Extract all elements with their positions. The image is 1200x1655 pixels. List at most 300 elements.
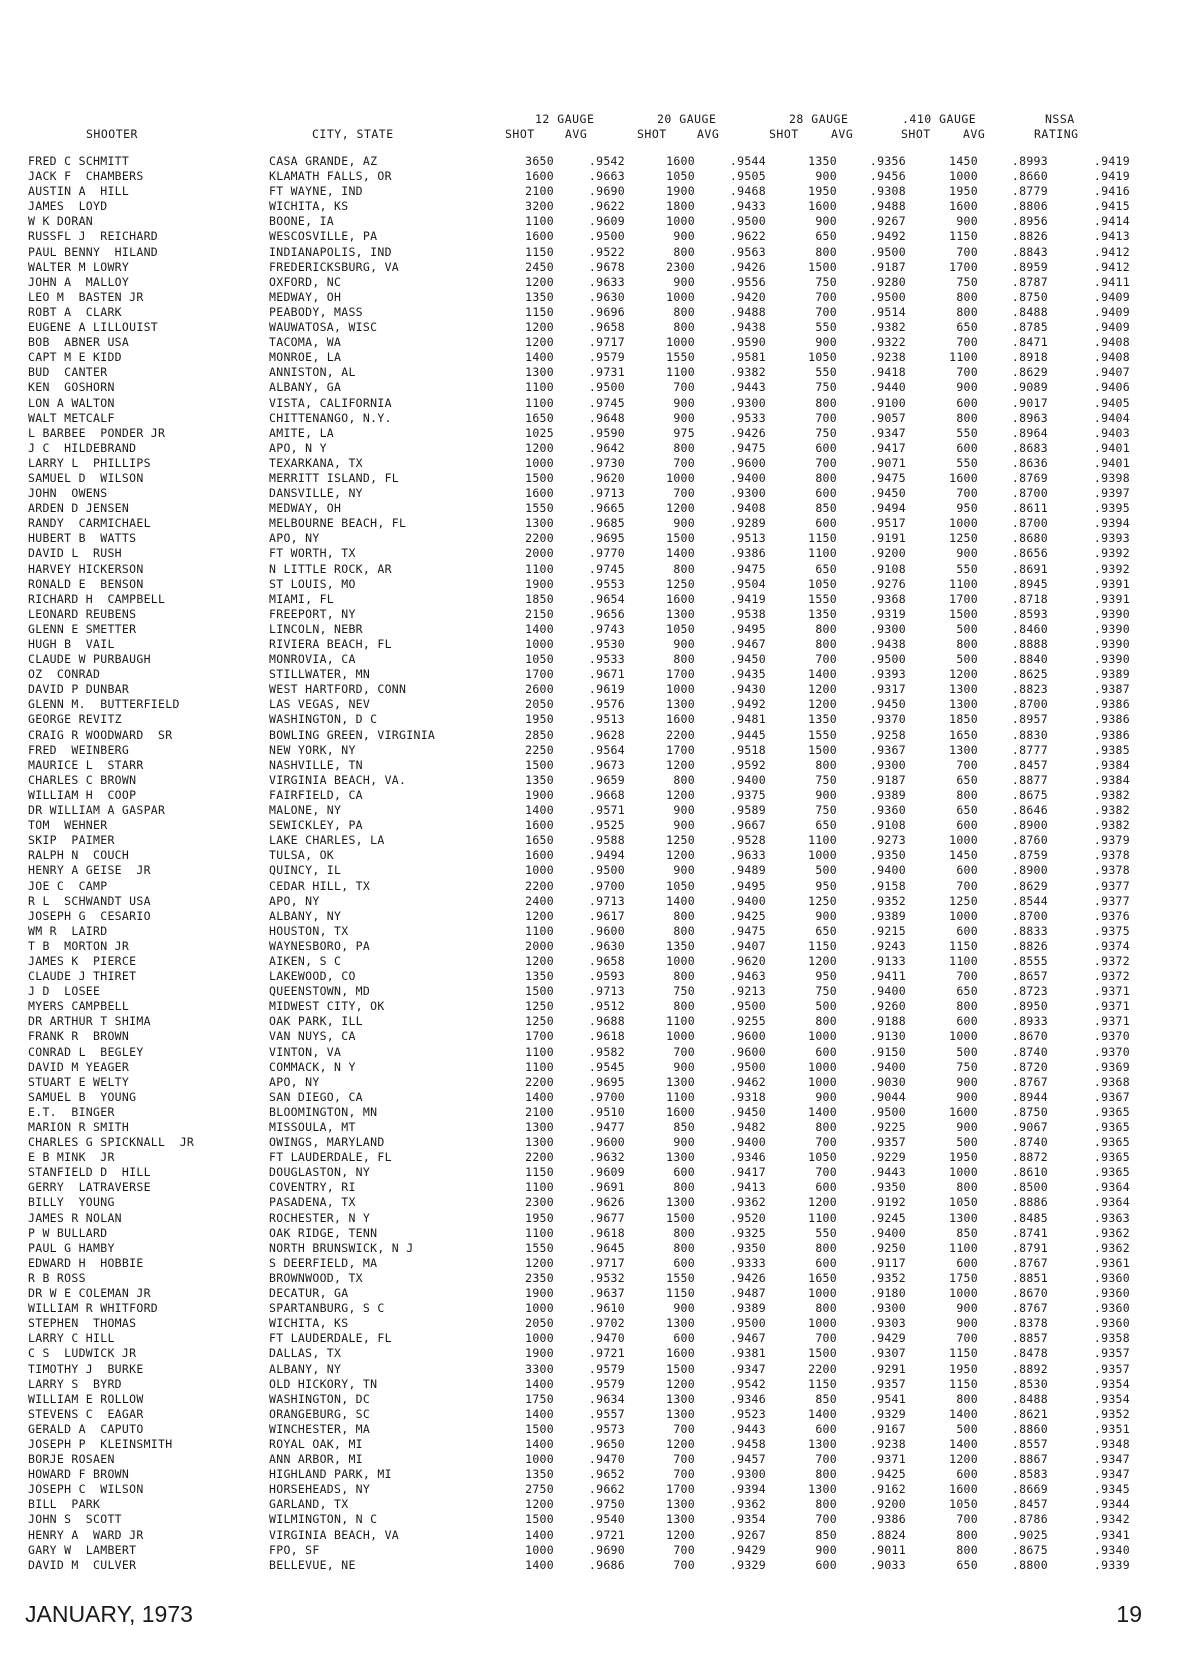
gauge20-avg: .9667 [729,818,766,833]
gauge12-avg: .9663 [588,169,625,184]
gauge20-avg: .9475 [729,440,766,455]
gauge410-avg: .8950 [1011,999,1048,1014]
shooter-name: R L SCHWANDT USA [28,893,151,908]
gauge410-shot: 500 [956,1044,978,1059]
gauge28-avg: .9386 [869,1512,906,1527]
gauge12-shot: 1500 [525,1512,554,1527]
gauge20-avg: .9528 [729,833,766,848]
gauge410-avg: .8779 [1011,184,1048,199]
gauge28-shot: 1200 [808,1195,837,1210]
gauge28-avg: .9267 [869,214,906,229]
gauge410-shot: 1300 [949,697,978,712]
gauge20-shot: 1150 [666,1286,695,1301]
city-state: WASHINGTON, DC [269,1391,371,1406]
gauge12-avg: .9545 [588,1059,625,1074]
gauge20-shot: 800 [673,561,695,576]
table-row [25,863,1145,878]
gauge12-avg: .9600 [588,923,625,938]
shooter-name: BOB ABNER USA [28,335,130,350]
gauge20-shot: 1100 [666,1014,695,1029]
shooter-name: WALTER M LOWRY [28,259,130,274]
city-state: BLOOMINGTON, MN [269,1104,378,1119]
gauge28-avg: .9322 [869,335,906,350]
shooter-name: HUGH B VAIL [28,637,115,651]
gauge20-shot: 1600 [666,1346,695,1361]
gauge20-avg: .9544 [729,154,766,168]
gauge28-avg: .9130 [869,1029,906,1044]
table-row [25,426,1145,441]
nssa-rating: .9419 [1093,154,1130,168]
gauge20-avg: .9463 [729,969,766,984]
gauge410-avg: .8625 [1011,667,1048,682]
gauge28-avg: .9215 [869,923,906,938]
gauge410-shot: 950 [956,501,978,516]
shooter-name: LEONARD REUBENS [28,606,137,621]
gauge28-shot: 600 [815,516,837,531]
city-state: WASHINGTON, D C [269,712,378,727]
gauge20-shot: 700 [673,1467,695,1482]
header-rating: RATING [1034,127,1079,141]
gauge410-shot: 850 [956,1225,978,1240]
gauge12-shot: 2350 [525,1270,554,1285]
table-header [25,112,1145,148]
gauge20-avg: .9592 [729,757,766,772]
gauge20-avg: .9213 [729,984,766,999]
shooter-name: HENRY A WARD JR [28,1527,144,1542]
table-row [25,1407,1145,1422]
city-state: APO, N Y [269,440,327,455]
gauge28-avg: .9368 [869,591,906,606]
gauge410-shot: 1150 [949,1346,978,1361]
gauge20-avg: .9520 [729,1210,766,1225]
gauge20-avg: .9255 [729,1014,766,1029]
gauge28-avg: .9238 [869,1436,906,1451]
table-row [25,712,1145,727]
gauge410-shot: 500 [956,1421,978,1436]
city-state: CASA GRANDE, AZ [269,154,378,168]
table-row [25,1075,1145,1090]
table-row [25,546,1145,561]
table-row [25,154,1145,169]
gauge12-shot: 2050 [525,697,554,712]
nssa-rating: .9378 [1093,848,1130,863]
gauge20-avg: .9435 [729,667,766,682]
nssa-rating: .9416 [1093,184,1130,199]
table-row [25,637,1145,652]
gauge28-shot: 1000 [808,1059,837,1074]
gauge12-shot: 1700 [525,667,554,682]
gauge12-avg: .9634 [588,1391,625,1406]
shooter-name: STEVENS C EAGAR [28,1406,144,1421]
gauge28-shot: 1000 [808,848,837,863]
shooter-name: GLENN E SMETTER [28,621,137,636]
shooter-name: RICHARD H CAMPBELL [28,591,166,606]
gauge12-avg: .9564 [588,742,625,757]
shooter-name: DAVID M YEAGER [28,1059,130,1074]
shooter-name: STUART E WELTY [28,1074,130,1089]
table-row [25,833,1145,848]
shooter-name: JOE C CAMP [28,878,108,893]
gauge12-avg: .9533 [588,652,625,667]
city-state: OLD HICKORY, TN [269,1376,378,1391]
shooter-name: C S LUDWICK JR [28,1346,137,1361]
gauge410-shot: 1300 [949,1210,978,1225]
header-28-shot: SHOT [769,127,799,141]
gauge20-shot: 1300 [666,606,695,621]
gauge410-avg: .8886 [1011,1195,1048,1210]
table-row [25,1286,1145,1301]
header-410-gauge: .410 GAUGE [902,112,977,126]
table-row [25,1467,1145,1482]
shooter-name: DR W E COLEMAN JR [28,1286,151,1301]
gauge28-avg: .9352 [869,1270,906,1285]
gauge28-shot: 750 [815,772,837,787]
shooter-name: RUSSFL J REICHARD [28,229,159,244]
city-state: FAIRFIELD, CA [269,787,363,802]
gauge28-avg: .9108 [869,561,906,576]
shooter-name: SAMUEL D WILSON [28,470,144,485]
table-row [25,622,1145,637]
nssa-rating: .9364 [1093,1195,1130,1210]
table-row [25,1256,1145,1271]
nssa-rating: .9409 [1093,304,1130,319]
nssa-rating: .9347 [1093,1467,1130,1482]
gauge410-avg: .8767 [1011,1301,1048,1316]
gauge20-shot: 1700 [666,1482,695,1497]
gauge12-avg: .9620 [588,470,625,485]
city-state: PEABODY, MASS [269,304,363,319]
gauge20-shot: 900 [673,637,695,651]
gauge20-avg: .9450 [729,652,766,667]
gauge410-shot: 1100 [949,1240,978,1255]
gauge12-avg: .9696 [588,304,625,319]
gauge20-shot: 2300 [666,259,695,274]
gauge12-avg: .9618 [588,1225,625,1240]
gauge12-shot: 1300 [525,516,554,531]
gauge20-avg: .9400 [729,772,766,787]
gauge410-shot: 1500 [949,606,978,621]
gauge410-shot: 600 [956,863,978,878]
gauge12-shot: 1400 [525,1557,554,1572]
nssa-rating: .9382 [1093,787,1130,802]
gauge410-shot: 1950 [949,1150,978,1165]
shooter-name: KEN GOSHORN [28,380,115,395]
shooter-name: W K DORAN [28,214,94,229]
gauge20-shot: 1200 [666,501,695,516]
table-row [25,1060,1145,1075]
table-row [25,199,1145,214]
gauge20-avg: .9590 [729,335,766,350]
gauge12-shot: 1150 [525,1165,554,1180]
gauge28-shot: 800 [815,395,837,410]
gauge20-avg: .9318 [729,1089,766,1104]
gauge28-shot: 800 [815,244,837,259]
gauge12-avg: .9690 [588,184,625,199]
gauge20-avg: .9488 [729,304,766,319]
gauge20-shot: 1200 [666,848,695,863]
gauge20-shot: 850 [673,1120,695,1134]
gauge410-avg: .9017 [1011,395,1048,410]
gauge28-shot: 1150 [808,938,837,953]
nssa-rating: .9376 [1093,908,1130,923]
city-state: LAS VEGAS, NEV [269,697,371,712]
gauge410-shot: 1950 [949,1361,978,1376]
nssa-rating: .9365 [1093,1135,1130,1150]
gauge12-avg: .9713 [588,893,625,908]
gauge20-avg: .9362 [729,1497,766,1512]
gauge12-avg: .9532 [588,1270,625,1285]
gauge20-avg: .9426 [729,259,766,274]
gauge28-shot: 900 [815,169,837,184]
gauge28-avg: .9180 [869,1286,906,1301]
gauge28-shot: 500 [815,999,837,1014]
city-state: BROWNWOOD, TX [269,1270,363,1285]
gauge20-avg: .9475 [729,923,766,938]
gauge12-shot: 2850 [525,727,554,742]
city-state: TACOMA, WA [269,335,342,350]
gauge28-shot: 900 [815,787,837,802]
nssa-rating: .9370 [1093,1029,1130,1044]
gauge28-avg: .9492 [869,229,906,244]
gauge410-shot: 900 [956,1074,978,1089]
gauge28-shot: 1350 [808,712,837,727]
gauge20-avg: .9556 [729,274,766,289]
gauge20-avg: .9394 [729,1482,766,1497]
gauge28-avg: .9450 [869,486,906,501]
gauge12-avg: .9579 [588,350,625,365]
gauge20-avg: .9620 [729,953,766,968]
gauge28-shot: 750 [815,274,837,289]
shooter-name: FRANK R BROWN [28,1029,130,1044]
gauge410-avg: .8918 [1011,350,1048,365]
nssa-rating: .9361 [1093,1255,1130,1270]
shooter-name: JOSEPH C WILSON [28,1482,144,1497]
table-row [25,1316,1145,1331]
gauge12-avg: .9731 [588,365,625,380]
gauge20-avg: .9467 [729,637,766,651]
gauge12-avg: .9652 [588,1467,625,1482]
gauge410-shot: 1100 [949,576,978,591]
gauge12-avg: .9688 [588,1014,625,1029]
shooter-name: DAVID L RUSH [28,546,122,561]
city-state: LINCOLN, NEBR [269,621,363,636]
gauge28-avg: .9033 [869,1557,906,1572]
gauge28-avg: .9291 [869,1361,906,1376]
gauge410-shot: 1150 [949,229,978,244]
gauge12-shot: 2050 [525,1316,554,1331]
nssa-rating: .9360 [1093,1286,1130,1301]
gauge28-shot: 1300 [808,1436,837,1451]
nssa-rating: .9364 [1093,1180,1130,1195]
gauge20-shot: 800 [673,969,695,984]
gauge12-shot: 1300 [525,365,554,380]
city-state: WILMINGTON, N C [269,1512,378,1527]
gauge410-avg: .8700 [1011,516,1048,531]
nssa-rating: .9372 [1093,953,1130,968]
gauge20-shot: 1900 [666,184,695,199]
shooter-name: HENRY A GEISE JR [28,863,151,878]
gauge28-avg: .9500 [869,652,906,667]
city-state: BOONE, IA [269,214,335,229]
table-row [25,1195,1145,1210]
gauge410-avg: .8720 [1011,1059,1048,1074]
gauge20-avg: .9538 [729,606,766,621]
nssa-rating: .9407 [1093,365,1130,380]
gauge12-shot: 2100 [525,184,554,199]
gauge12-avg: .9590 [588,425,625,440]
gauge20-avg: .9504 [729,576,766,591]
gauge28-avg: .9488 [869,199,906,214]
gauge12-avg: .9685 [588,516,625,531]
gauge410-avg: .8544 [1011,893,1048,908]
shooter-name: JOSEPH G CESARIO [28,908,151,923]
gauge20-avg: .9333 [729,1255,766,1270]
shooter-name: WM R LAIRD [28,923,108,938]
gauge12-shot: 2600 [525,682,554,697]
table-row [25,365,1145,380]
gauge410-avg: .8457 [1011,1497,1048,1512]
shooter-name: OZ CONRAD [28,667,101,682]
gauge12-shot: 1400 [525,803,554,818]
gauge20-shot: 700 [673,1421,695,1436]
shooter-name: HUBERT B WATTS [28,531,137,546]
gauge12-avg: .9671 [588,667,625,682]
table-row [25,803,1145,818]
table-row [25,562,1145,577]
gauge12-avg: .9617 [588,908,625,923]
city-state: APO, NY [269,1074,320,1089]
table-row [25,1377,1145,1392]
gauge28-shot: 900 [815,1542,837,1557]
gauge20-shot: 1550 [666,350,695,365]
gauge410-shot: 650 [956,984,978,999]
gauge410-shot: 650 [956,320,978,335]
gauge28-shot: 900 [815,908,837,923]
gauge20-shot: 700 [673,1044,695,1059]
gauge20-avg: .9430 [729,682,766,697]
gauge28-avg: .9273 [869,833,906,848]
city-state: STILLWATER, MN [269,667,371,682]
nssa-rating: .9391 [1093,591,1130,606]
gauge20-avg: .9500 [729,999,766,1014]
city-state: BELLEVUE, NE [269,1557,356,1572]
header-28-gauge: 28 GAUGE [789,112,849,126]
gauge12-shot: 1400 [525,1406,554,1421]
shooter-name: ARDEN D JENSEN [28,501,130,516]
gauge12-shot: 1550 [525,501,554,516]
table-row [25,909,1145,924]
city-state: VAN NUYS, CA [269,1029,356,1044]
nssa-rating: .9389 [1093,667,1130,682]
gauge20-shot: 900 [673,1059,695,1074]
shooter-name: T B MORTON JR [28,938,130,953]
shooter-name: LARRY C HILL [28,1331,115,1346]
gauge28-shot: 1550 [808,727,837,742]
gauge20-shot: 1050 [666,878,695,893]
nssa-rating: .9390 [1093,621,1130,636]
shooter-name: JAMES R NOLAN [28,1210,122,1225]
gauge12-shot: 1000 [525,637,554,651]
gauge20-shot: 800 [673,244,695,259]
gauge28-avg: .9162 [869,1482,906,1497]
nssa-rating: .9348 [1093,1436,1130,1451]
table-row [25,275,1145,290]
gauge12-shot: 1250 [525,1014,554,1029]
city-state: MEDWAY, OH [269,501,342,516]
shooter-name: GARY W LAMBERT [28,1542,137,1557]
gauge20-shot: 1350 [666,938,695,953]
shooter-name: JACK F CHAMBERS [28,169,144,184]
gauge20-shot: 1100 [666,365,695,380]
gauge28-shot: 1200 [808,953,837,968]
shooter-name: PAUL G HAMBY [28,1240,115,1255]
gauge28-avg: .9417 [869,440,906,455]
gauge410-shot: 600 [956,1467,978,1482]
city-state: SEWICKLEY, PA [269,818,363,833]
gauge12-shot: 1400 [525,1376,554,1391]
gauge410-shot: 1000 [949,1286,978,1301]
gauge410-shot: 700 [956,969,978,984]
gauge410-shot: 1250 [949,531,978,546]
table-row [25,1362,1145,1377]
nssa-rating: .9372 [1093,969,1130,984]
gauge28-shot: 650 [815,818,837,833]
shooter-name: JAMES LOYD [28,199,108,214]
nssa-rating: .9345 [1093,1482,1130,1497]
gauge20-shot: 1500 [666,1361,695,1376]
shooter-name: CRAIG R WOODWARD SR [28,727,173,742]
city-state: OWINGS, MARYLAND [269,1135,385,1150]
gauge12-avg: .9609 [588,1165,625,1180]
gauge12-avg: .9702 [588,1316,625,1331]
city-state: CEDAR HILL, TX [269,878,371,893]
city-state: MISSOULA, MT [269,1120,356,1134]
gauge410-shot: 1300 [949,742,978,757]
gauge28-shot: 900 [815,1089,837,1104]
gauge28-avg: .9300 [869,621,906,636]
gauge410-shot: 1700 [949,591,978,606]
gauge410-shot: 700 [956,244,978,259]
gauge12-avg: .9470 [588,1452,625,1467]
gauge12-avg: .9691 [588,1180,625,1195]
gauge12-avg: .9677 [588,1210,625,1225]
header-12-avg: AVG [565,127,588,141]
shooter-name: WILLIAM E ROLLOW [28,1391,144,1406]
shooter-name: TIMOTHY J BURKE [28,1361,144,1376]
shooter-name: STEPHEN THOMAS [28,1316,137,1331]
gauge20-shot: 900 [673,274,695,289]
city-state: HORSEHEADS, NY [269,1482,371,1497]
city-state: MEDWAY, OH [269,289,342,304]
gauge28-avg: .9500 [869,289,906,304]
gauge410-shot: 1750 [949,1270,978,1285]
city-state: TULSA, OK [269,848,335,863]
table-row [25,335,1145,350]
city-state: FT WORTH, TX [269,546,356,561]
gauge410-avg: .8944 [1011,1089,1048,1104]
gauge410-shot: 500 [956,652,978,667]
gauge12-avg: .9522 [588,244,625,259]
gauge12-shot: 1550 [525,1240,554,1255]
gauge410-avg: .8785 [1011,320,1048,335]
gauge28-avg: .9352 [869,893,906,908]
table-row [25,954,1145,969]
gauge12-shot: 1200 [525,440,554,455]
gauge410-shot: 1000 [949,833,978,848]
shooter-name: P W BULLARD [28,1225,108,1240]
gauge410-shot: 1600 [949,470,978,485]
gauge12-avg: .9662 [588,1482,625,1497]
